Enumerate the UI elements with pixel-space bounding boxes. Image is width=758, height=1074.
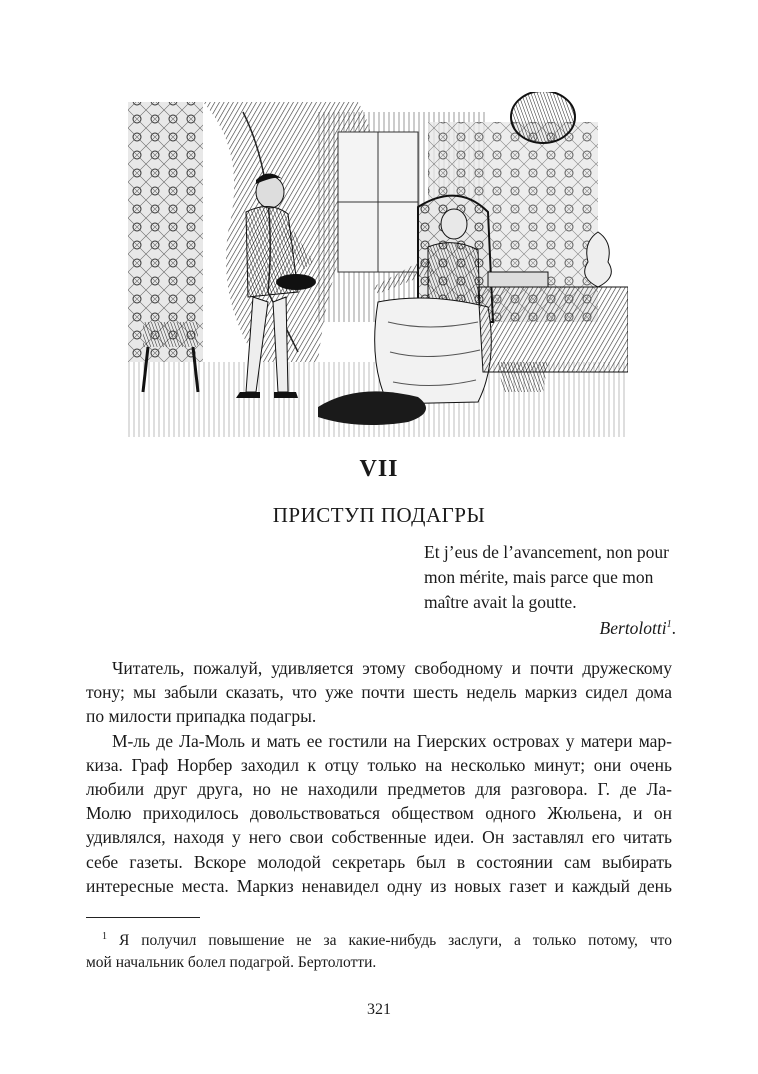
engraving-illustration-icon xyxy=(128,92,628,437)
body-text xyxy=(86,656,672,898)
body-line: М-ль де Ла-Моль и мать ее гостили на Гиерских островах у матери мар- xyxy=(112,730,672,751)
chapter-number: VII xyxy=(359,456,399,482)
body-line: киза. Граф Норбер заходил к отцу только на несколько минут; они очень xyxy=(86,754,672,775)
epigraph-line: Et j’eus de l’avancement, non pour xyxy=(424,542,669,562)
epigraph-line: maître avait la goutte. xyxy=(424,592,577,612)
body-line: себе газеты. Вскоре молодой секретарь был в состоянии сам выбирать xyxy=(86,851,672,872)
footnote xyxy=(86,930,672,974)
footnote-line: мой начальник болел подагрой. Бертолотти. xyxy=(86,954,377,971)
epigraph xyxy=(424,540,676,641)
body-line: Читатель, пожалуй, удивляется этому свободному и почти дружескому xyxy=(112,658,672,678)
body-line: Молю приходилось довольствоваться обществом одного Жюльена, и он xyxy=(86,803,672,824)
epigraph-author xyxy=(424,616,676,641)
body-line: удивлялся, находя у него свои собственные идеи. Он заставлял его читать xyxy=(86,827,672,848)
footnote-mark: 1 xyxy=(102,930,107,942)
engraving-illustration xyxy=(128,92,628,437)
footnote-reference[interactable]: 1 xyxy=(666,619,672,631)
body-line: тону; мы забыли сказать, что уже почти шесть недель маркиз сидел дома xyxy=(86,682,672,703)
footnote-line xyxy=(86,930,672,952)
body-line: по милости припадка подагры. xyxy=(86,706,317,727)
body-line: интересные места. Маркиз ненавидел одну из новых газет и каждый день xyxy=(86,875,672,896)
footnote-text: Я получил повышение не за какие-нибудь заслуги, а только потому, что xyxy=(107,932,672,949)
epigraph-line: mon mérite, mais parce que mon xyxy=(424,567,654,587)
chapter-title: ПРИСТУП ПОДАГРЫ xyxy=(272,503,486,527)
epigraph-author-name: Bertolotti xyxy=(599,618,667,638)
body-line: любили друг друга, но не находили предметов для разговора. Г. де Ла- xyxy=(86,779,672,800)
footnote-divider xyxy=(86,917,200,918)
epigraph-author-period: . xyxy=(671,618,676,638)
page-number: 321 xyxy=(367,1001,391,1018)
